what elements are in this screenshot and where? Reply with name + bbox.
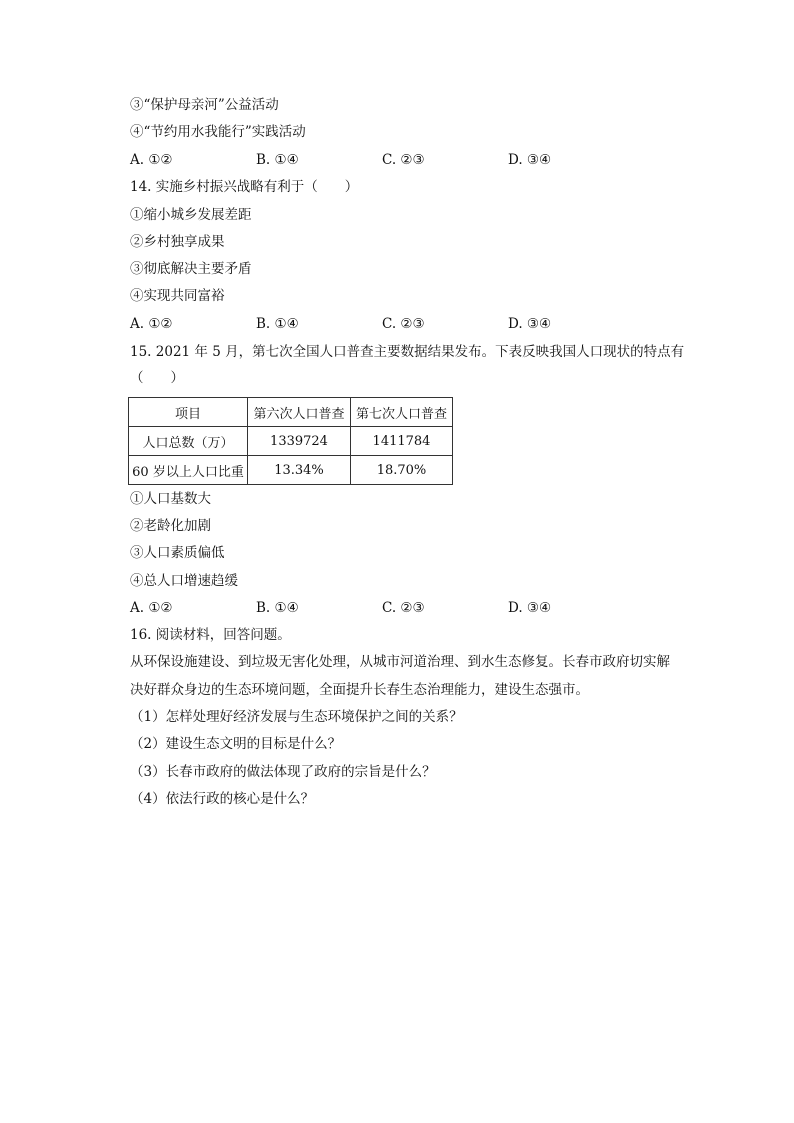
q15-option-d: D. ③④ (508, 600, 552, 616)
q14-option-a: A. ①② (130, 316, 173, 332)
q13-item-4: ④“节约用水我能行”实践活动 (130, 124, 306, 140)
q15-item-2: ②老龄化加剧 (130, 518, 211, 534)
table-cell: 1339724 (248, 427, 351, 456)
q14-option-c: C. ②③ (382, 316, 425, 332)
table-header-cell: 第七次人口普查 (351, 398, 453, 427)
q14-item-3: ③彻底解决主要矛盾 (130, 261, 252, 277)
table-cell: 人口总数（万） (129, 427, 248, 456)
q15-stem: 15. 2021 年 5 月，第七次全国人口普查主要数据结果发布。下表反映我国人口现状的特点有 (130, 344, 685, 360)
q15-option-c: C. ②③ (382, 600, 425, 616)
q14-item-2: ②乡村独享成果 (130, 234, 225, 250)
table-header-row (129, 398, 453, 427)
q14-item-1: ①缩小城乡发展差距 (130, 207, 252, 223)
q15-option-a: A. ①② (130, 600, 173, 616)
q13-item-3: ③“保护母亲河”公益活动 (130, 97, 279, 113)
q13-option-d: D. ③④ (508, 152, 552, 168)
q14-option-d: D. ③④ (508, 316, 552, 332)
table-header-cell: 第六次人口普查 (248, 398, 351, 427)
q16-sub-question-4: （4）依法行政的核心是什么？ (130, 791, 315, 807)
q16-sub-question-2: （2）建设生态文明的目标是什么？ (130, 736, 342, 752)
q16-material-line-2: 决好群众身边的生态环境问题，全面提升长春生态治理能力，建设生态强市。 (130, 682, 589, 698)
q13-option-c: C. ②③ (382, 152, 425, 168)
q16-sub-question-3: （3）长春市政府的做法体现了政府的宗旨是什么？ (130, 764, 436, 780)
q14-option-b: B. ①④ (256, 316, 299, 332)
q13-option-a: A. ①② (130, 152, 173, 168)
table-header-cell: 项目 (129, 398, 248, 427)
q15-option-b: B. ①④ (256, 600, 299, 616)
q14-item-4: ④实现共同富裕 (130, 288, 225, 304)
q14-stem: 14. 实施乡村振兴战略有利于（ ） (130, 179, 359, 195)
q15-item-3: ③人口素质偏低 (130, 545, 225, 561)
q13-option-b: B. ①④ (256, 152, 299, 168)
q15-item-4: ④总人口增速趋缓 (130, 573, 238, 589)
table-cell: 18.70% (351, 456, 453, 485)
table-cell: 13.34% (248, 456, 351, 485)
population-census-table (128, 397, 453, 485)
q15-item-1: ①人口基数大 (130, 491, 211, 507)
table-cell: 1411784 (351, 427, 453, 456)
table-row (129, 427, 453, 456)
table-cell: 60 岁以上人口比重 (129, 456, 248, 485)
q16-sub-question-1: （1）怎样处理好经济发展与生态环境保护之间的关系？ (130, 709, 463, 725)
table-row (129, 456, 453, 485)
q16-material-line-1: 从环保设施建设、到垃圾无害化处理，从城市河道治理、到水生态修复。长春市政府切实解 (130, 654, 670, 670)
q15-stem-blank: （ ） (130, 370, 184, 386)
q16-stem: 16. 阅读材料，回答问题。 (130, 627, 291, 643)
